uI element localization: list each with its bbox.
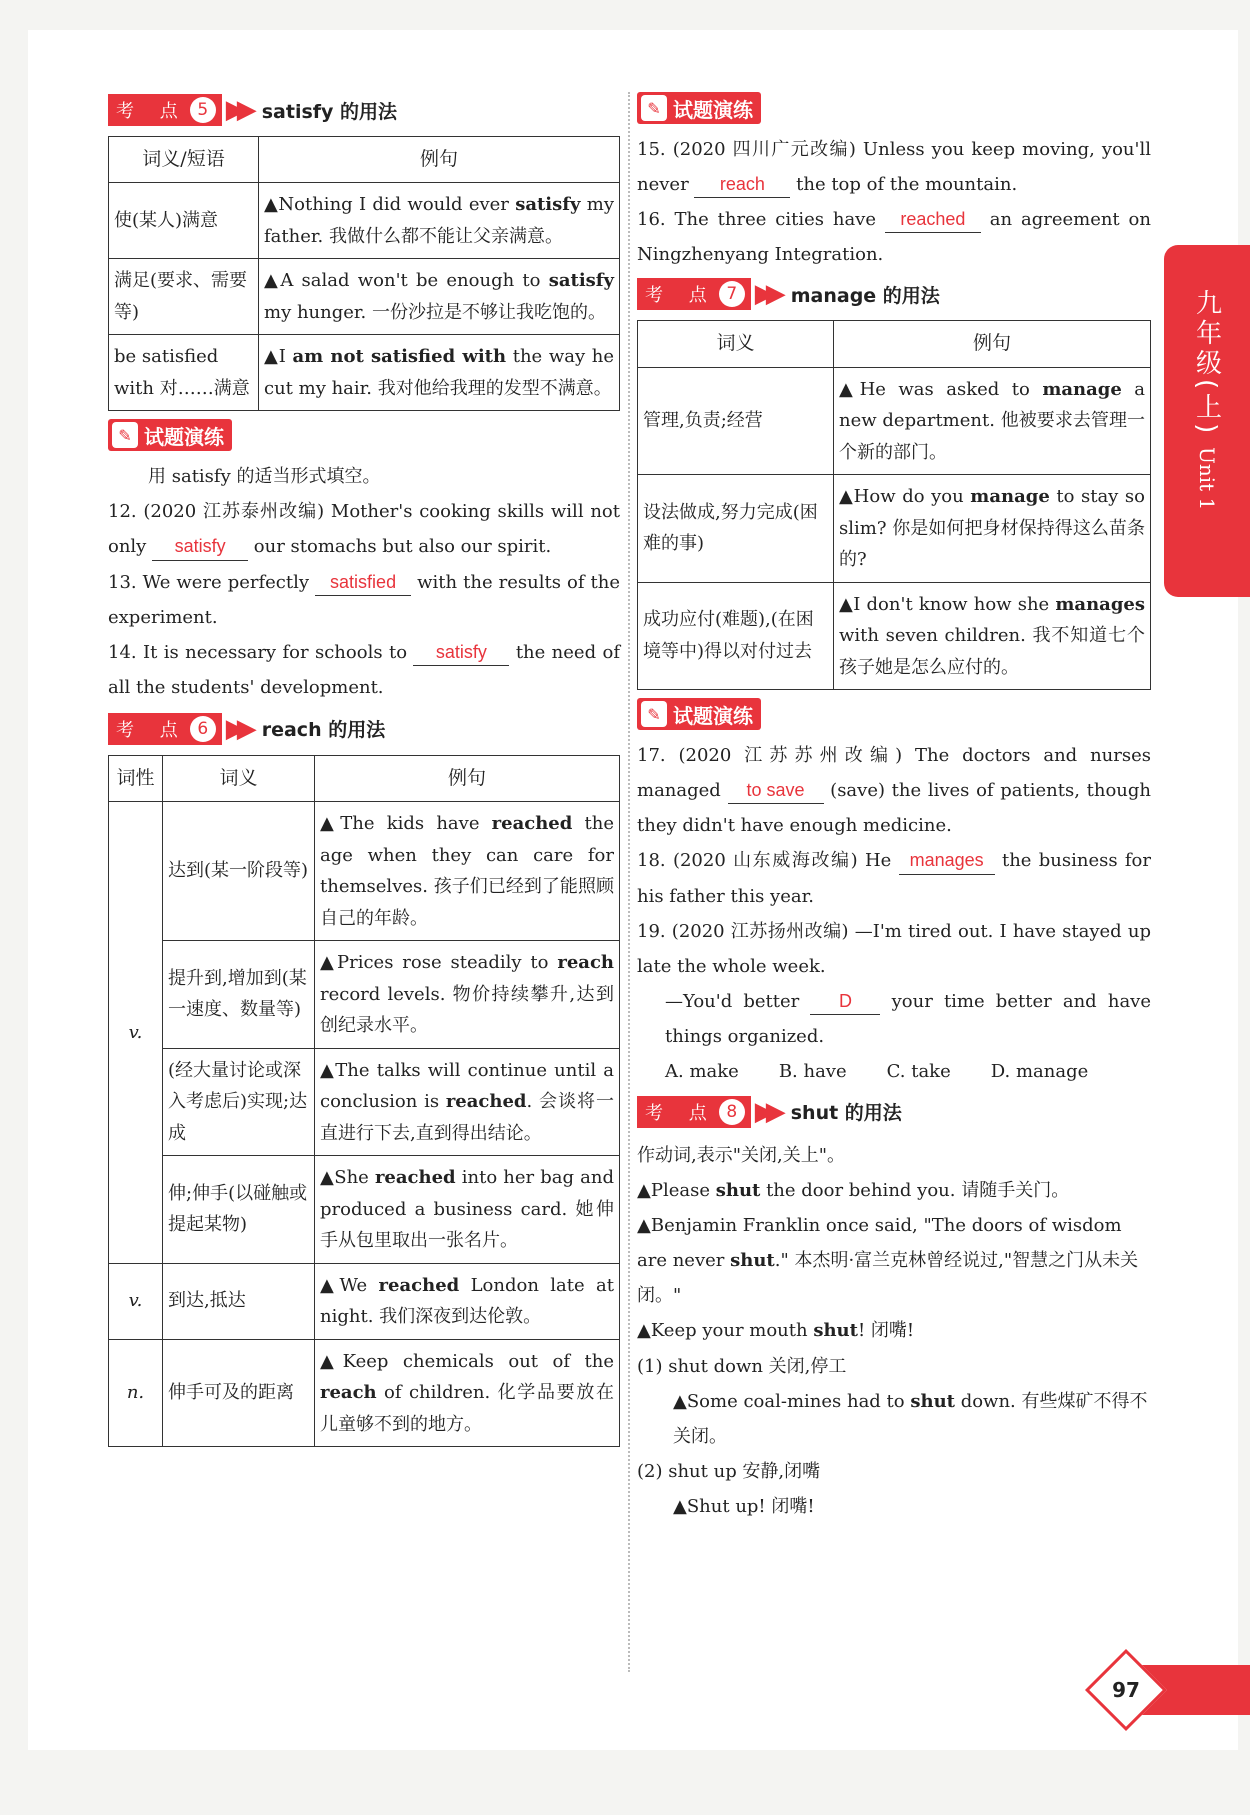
kaodian-8-header — [637, 1094, 1151, 1130]
grade-side-tab — [1164, 245, 1250, 597]
practice-header: ✎ 试题演练 — [637, 92, 761, 124]
shut-example: ▲Some coal-mines had to shut down. 有些煤矿不得不关闭。 — [673, 1390, 1148, 1447]
meaning-cell: 伸;伸手(以碰触或提起某物) — [163, 1156, 315, 1264]
question-19: 19. (2020 江苏扬州改编) —I'm tired out. I have stayed up late the whole week. — [637, 920, 1151, 977]
answer-blank[interactable]: satisfied — [315, 570, 411, 596]
meaning-cell: 满足(要求、需要等) — [109, 259, 259, 335]
shut-example: ▲Please shut the door behind you. 请随手关门。 — [637, 1180, 1070, 1202]
kaodian-5-header — [108, 92, 620, 128]
table-header: 词义 — [163, 755, 315, 801]
table-header: 词义 — [638, 321, 834, 367]
example-cell: ▲A salad won't be enough to satisfy my hunger. 一份沙拉是不够让我吃饱的。 — [259, 259, 620, 335]
double-arrow-icon: ▶▶ — [225, 95, 248, 125]
example-cell: ▲I don't know how she manages with seven children. 我不知道七个孩子她是怎么应付的。 — [834, 582, 1151, 690]
question-13: 13. We were perfectly satisfied with the results of the experiment. — [108, 571, 620, 628]
answer-blank[interactable]: to save — [728, 778, 824, 804]
example-cell: ▲Prices rose steadily to reach record levels. 物价持续攀升,达到创纪录水平。 — [315, 941, 620, 1049]
answer-blank[interactable]: satisfy — [413, 640, 509, 666]
shut-phrase: (1) shut down 关闭,停工 — [637, 1355, 847, 1377]
answer-blank[interactable]: reached — [885, 207, 981, 233]
meaning-cell: 到达,抵达 — [163, 1263, 315, 1339]
option-d[interactable]: D. manage — [990, 1060, 1089, 1082]
question-14: 14. It is necessary for schools to satisfy the need of all the students' development. — [108, 641, 620, 698]
example-cell: ▲She reached into her bag and produced a business card. 她伸手从包里取出一张名片。 — [315, 1156, 620, 1264]
table-row — [109, 1048, 620, 1156]
meaning-cell: 管理,负责;经营 — [638, 367, 834, 475]
table-row — [638, 367, 1151, 475]
kaodian-7-header — [637, 276, 1151, 312]
table-row — [109, 259, 620, 335]
table-header: 例句 — [315, 755, 620, 801]
kaodian-badge: 考 点 8 — [637, 1096, 751, 1128]
meaning-cell: 提升到,增加到(某一速度、数量等) — [163, 941, 315, 1049]
shut-example: ▲Shut up! 闭嘴! — [673, 1495, 815, 1517]
meaning-cell: 伸手可及的距离 — [163, 1339, 315, 1447]
manage-table — [637, 320, 1151, 690]
example-cell: ▲The talks will continue until a conclusion is reached. 会谈将一直进行下去,直到得出结论。 — [315, 1048, 620, 1156]
meaning-cell: be satisfied with 对……满意 — [109, 335, 259, 411]
shut-example: ▲Benjamin Franklin once said, "The doors of wisdom are never shut." 本杰明·富兰克林曾经说过,"智慧之门从未关闭。" — [637, 1215, 1139, 1307]
example-cell: ▲He was asked to manage a new department. 他被要求去管理一个新的部门。 — [834, 367, 1151, 475]
table-header: 例句 — [834, 321, 1151, 367]
shut-phrase: (2) shut up 安静,闭嘴 — [637, 1460, 821, 1482]
table-row — [638, 475, 1151, 583]
option-b[interactable]: B. have — [778, 1060, 847, 1082]
question-18: 18. (2020 山东威海改编) He manages the business for his father this year. — [637, 850, 1151, 907]
answer-blank[interactable]: reach — [694, 172, 790, 198]
meaning-cell: 达到(某一阶段等) — [163, 802, 315, 941]
answer-blank[interactable]: D — [810, 989, 880, 1015]
example-cell: ▲We reached London late at night. 我们深夜到达伦敦。 — [315, 1263, 620, 1339]
right-column — [637, 88, 1151, 1524]
practice-icon: ✎ — [641, 701, 667, 727]
table-row — [109, 1156, 620, 1264]
reach-table — [108, 755, 620, 1447]
double-arrow-icon: ▶▶ — [225, 713, 248, 744]
meaning-cell: 成功应付(难题),(在困境等中)得以对付过去 — [638, 582, 834, 690]
meaning-cell: 使(某人)满意 — [109, 183, 259, 259]
example-cell: ▲Keep chemicals out of the reach of children. 化学品要放在儿童够不到的地方。 — [315, 1339, 620, 1447]
kaodian-badge: 考 点 7 — [637, 278, 751, 310]
kaodian-6-header — [108, 711, 620, 747]
left-column — [108, 88, 620, 1447]
answer-blank[interactable]: manages — [899, 848, 995, 874]
question-15: 15. (2020 四川广元改编) Unless you keep moving, you'll never reach the top of the mountain. — [637, 132, 1151, 202]
kaodian-number: 6 — [190, 716, 216, 742]
question-19-options — [637, 1054, 1151, 1090]
example-cell: ▲I am not satisfied with the way he cut my hair. 我对他给我理的发型不满意。 — [259, 335, 620, 411]
table-row — [109, 183, 620, 259]
table-row — [638, 582, 1151, 690]
table-row — [109, 1339, 620, 1447]
kaodian-title: manage 的用法 — [790, 284, 940, 307]
example-cell: ▲Nothing I did would ever satisfy my father. 我做什么都不能让父亲满意。 — [259, 183, 620, 259]
meaning-cell: (经大量讨论或深入考虑后)实现;达成 — [163, 1048, 315, 1156]
kaodian-title: reach 的用法 — [261, 719, 386, 742]
table-header: 例句 — [259, 137, 620, 183]
question-16: 16. The three cities have reached an agreement on Ningzhenyang Integration. — [637, 209, 1151, 266]
page-number: 97 — [1112, 1678, 1140, 1702]
kaodian-number: 8 — [719, 1099, 745, 1125]
practice-header: ✎ 试题演练 — [108, 419, 232, 451]
table-row — [109, 1263, 620, 1339]
kaodian-badge: 考 点 5 — [108, 94, 222, 126]
pos-cell: n. — [109, 1339, 163, 1447]
table-row — [109, 335, 620, 411]
meaning-cell: 设法做成,努力完成(困难的事) — [638, 475, 834, 583]
kaodian-number: 7 — [719, 281, 745, 307]
double-arrow-icon: ▶▶ — [754, 1096, 777, 1127]
double-arrow-icon: ▶▶ — [754, 279, 777, 310]
option-c[interactable]: C. take — [886, 1060, 951, 1082]
table-header: 词义/短语 — [109, 137, 259, 183]
practice-icon: ✎ — [112, 422, 138, 448]
practice-header: ✎ 试题演练 — [637, 698, 761, 730]
pos-cell: v. — [109, 1263, 163, 1339]
kaodian-number: 5 — [190, 97, 216, 123]
table-header: 词性 — [109, 755, 163, 801]
shut-intro: 作动词,表示"关闭,关上"。 — [637, 1144, 846, 1166]
table-row — [109, 941, 620, 1049]
satisfy-table — [108, 136, 620, 411]
option-a[interactable]: A. make — [665, 1060, 739, 1082]
kaodian-title: satisfy 的用法 — [261, 100, 398, 123]
kaodian-badge: 考 点 6 — [108, 713, 222, 745]
instruction: 用 satisfy 的适当形式填空。 — [148, 466, 381, 488]
grade-label: 九年级(上) — [1191, 289, 1222, 438]
kaodian-title: shut 的用法 — [790, 1102, 902, 1125]
example-cell: ▲The kids have reached the age when they can care for themselves. 孩子们已经到了能照顾自己的年龄。 — [315, 802, 620, 941]
answer-blank[interactable]: satisfy — [152, 534, 248, 560]
question-17: 17. (2020 江苏苏州改编) The doctors and nurses managed to save (save) the lives of patients, though they didn't have enough medicine. — [637, 745, 1151, 837]
pos-cell: v. — [109, 802, 163, 1264]
shut-example: ▲Keep your mouth shut! 闭嘴! — [637, 1320, 915, 1342]
column-divider — [628, 92, 630, 1672]
table-row — [109, 802, 620, 941]
example-cell: ▲How do you manage to stay so slim? 你是如何把身材保持得这么苗条的? — [834, 475, 1151, 583]
practice-icon: ✎ — [641, 95, 667, 121]
question-19-reply: —You'd better D your time better and have things organized. — [665, 990, 1152, 1047]
question-12: 12. (2020 江苏泰州改编) Mother's cooking skills will not only satisfy our stomachs but also our spirit. — [108, 494, 620, 564]
unit-label: Unit 1 — [1195, 447, 1219, 511]
